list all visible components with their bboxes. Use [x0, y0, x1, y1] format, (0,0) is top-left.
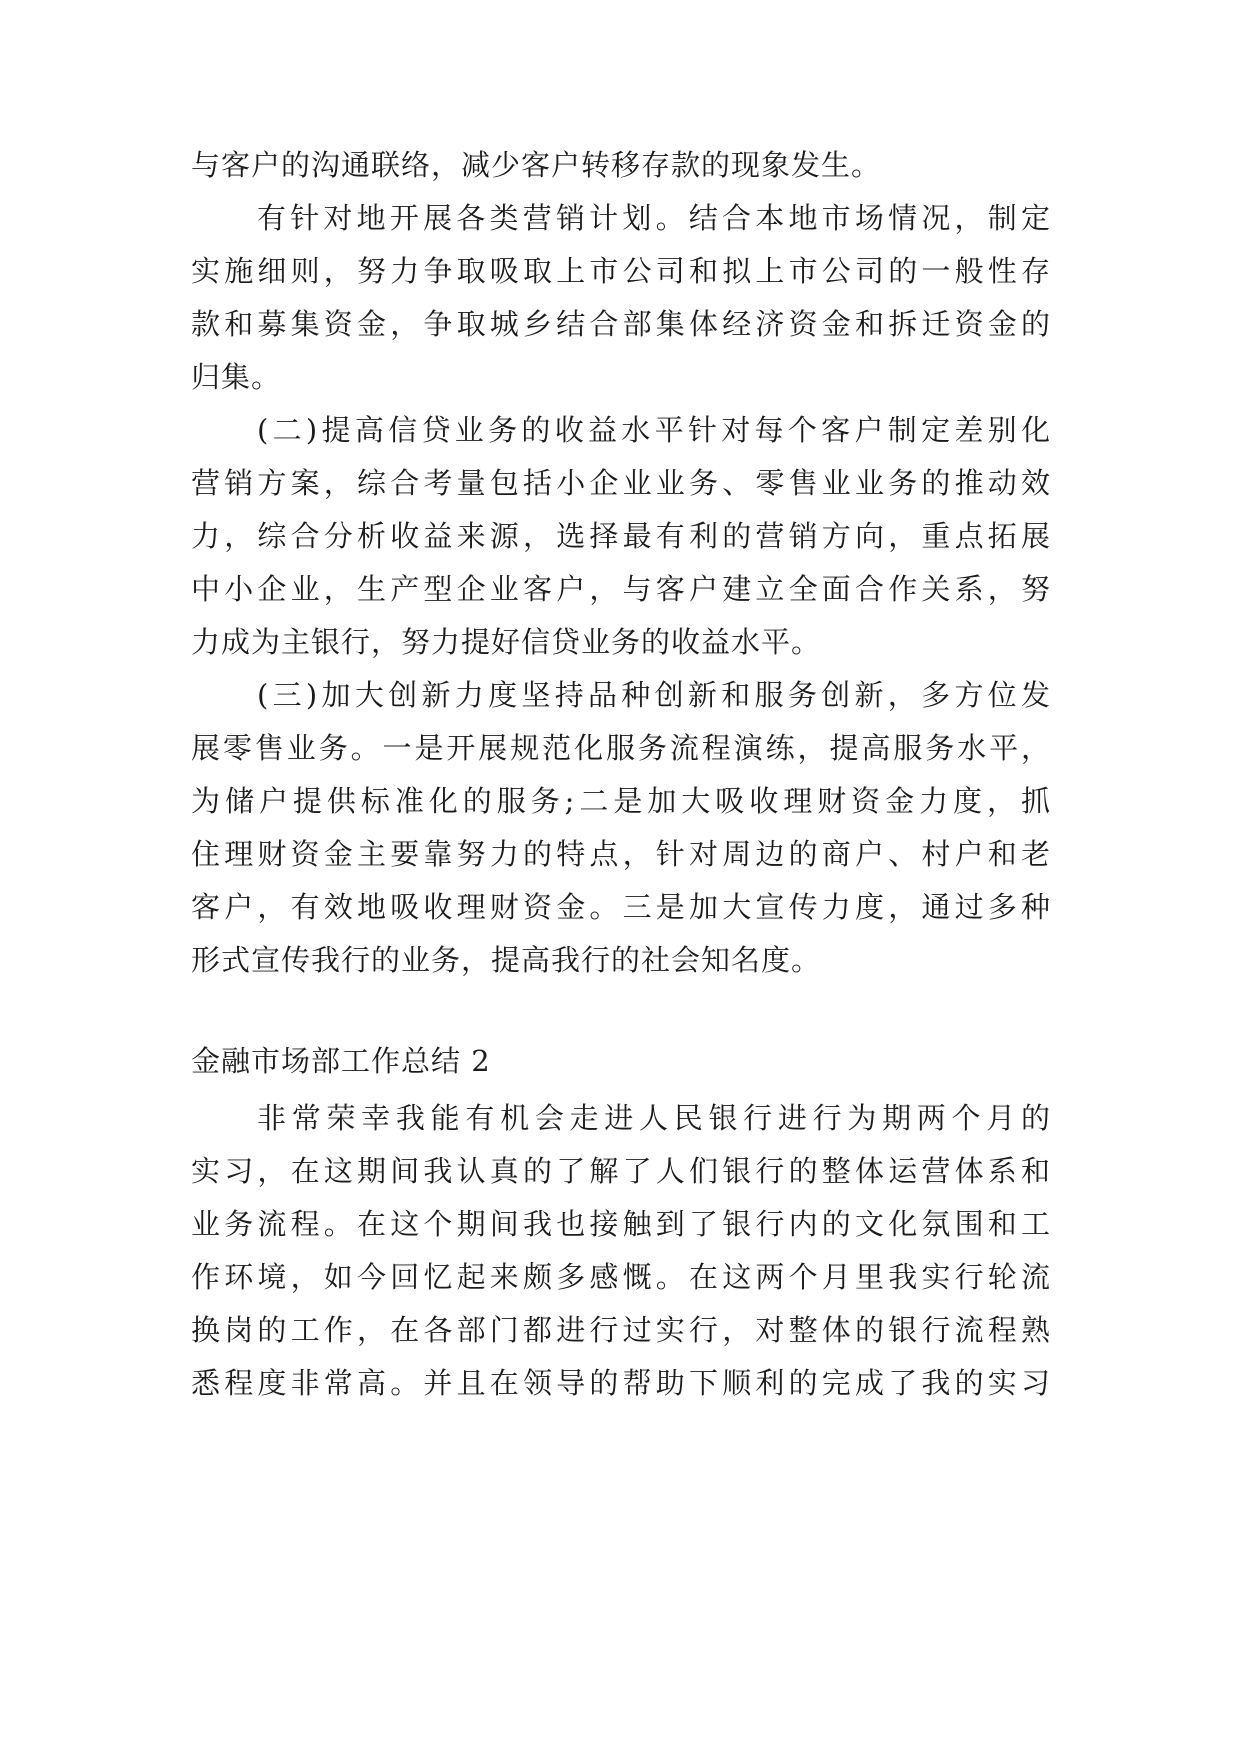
paragraph-line: 中小企业，生产型企业客户，与客户建立全面合作关系，努 — [191, 572, 1051, 606]
paragraph-line: 展零售业务。一是开展规范化服务流程演练，提高服务水平， — [191, 731, 1051, 765]
paragraph-line: 力成为主银行，努力提好信贷业务的收益水平。 — [191, 625, 822, 659]
paragraph-line: 形式宣传我行的业务，提高我行的社会知名度。 — [191, 943, 822, 977]
section-heading: 金融市场部工作总结 2 — [191, 1044, 491, 1078]
paragraph-line: 有针对地开展各类营销计划。结合本地市场情况，制定 — [257, 201, 1051, 235]
paragraph-line: 业务流程。在这个期间我也接触到了银行内的文化氛围和工 — [191, 1207, 1051, 1241]
paragraph-line: 客户，有效地吸收理财资金。三是加大宣传力度，通过多种 — [191, 890, 1051, 924]
paragraph-line: 换岗的工作，在各部门都进行过实行，对整体的银行流程熟 — [191, 1313, 1051, 1347]
paragraph-line: 归集。 — [191, 360, 282, 394]
paragraph-line: 款和募集资金，争取城乡结合部集体经济资金和拆迁资金的 — [191, 307, 1051, 341]
paragraph-line: 与客户的沟通联络，减少客户转移存款的现象发生。 — [191, 148, 882, 182]
paragraph-line: (二)提高信贷业务的收益水平针对每个客户制定差别化 — [257, 413, 1051, 447]
paragraph-line: 作环境，如今回忆起来颇多感慨。在这两个月里我实行轮流 — [191, 1260, 1051, 1294]
paragraph-line: 营销方案，综合考量包括小企业业务、零售业业务的推动效 — [191, 466, 1051, 500]
paragraph-line: 为储户提供标准化的服务;二是加大吸收理财资金力度，抓 — [191, 784, 1051, 818]
paragraph-line: 悉程度非常高。并且在领导的帮助下顺利的完成了我的实习 — [191, 1366, 1051, 1400]
paragraph-line: 实习，在这期间我认真的了解了人们银行的整体运营体系和 — [191, 1154, 1051, 1188]
paragraph-line: 实施细则，努力争取吸取上市公司和拟上市公司的一般性存 — [191, 254, 1051, 288]
paragraph-line: 力，综合分析收益来源，选择最有利的营销方向，重点拓展 — [191, 519, 1051, 553]
paragraph-line: 住理财资金主要靠努力的特点，针对周边的商户、村户和老 — [191, 837, 1051, 871]
paragraph-line: 非常荣幸我能有机会走进人民银行进行为期两个月的 — [257, 1101, 1051, 1135]
paragraph-line: (三)加大创新力度坚持品种创新和服务创新，多方位发 — [257, 678, 1051, 712]
